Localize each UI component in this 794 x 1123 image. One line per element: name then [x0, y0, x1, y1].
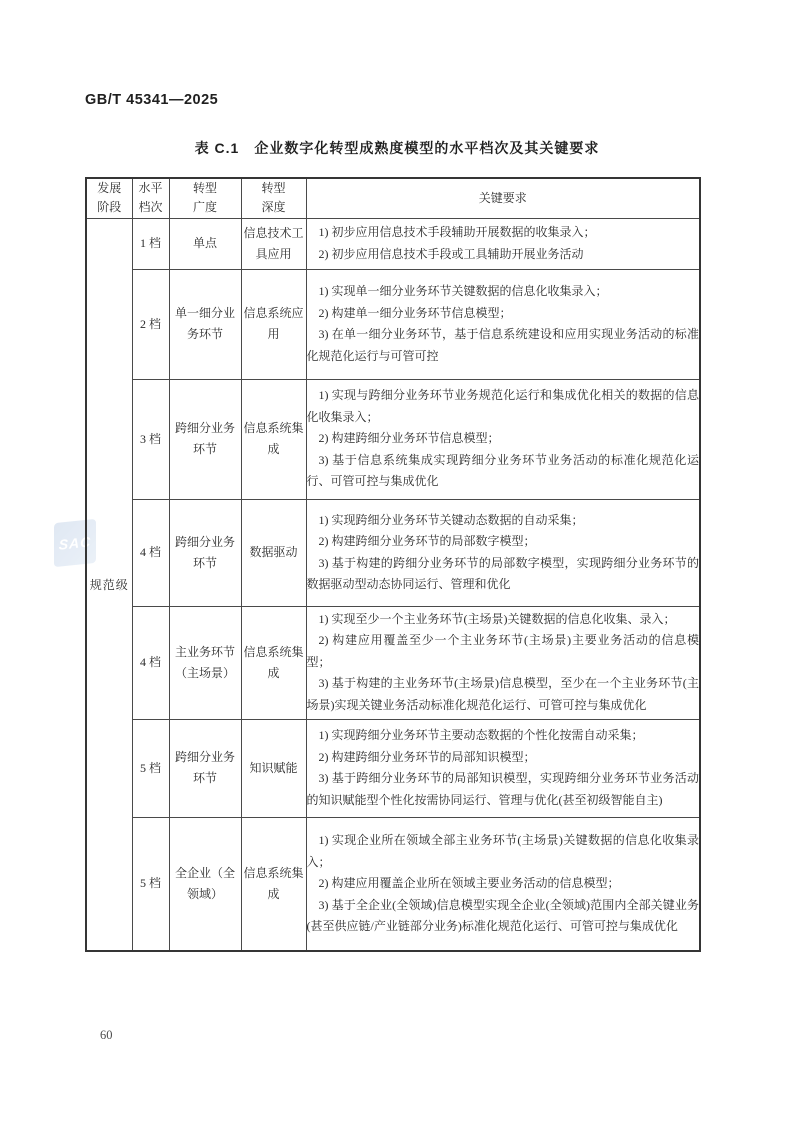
maturity-table [85, 177, 701, 952]
header-dev-stage [86, 178, 132, 218]
requirement-item: 1) 实现单一细分业务环节关键数据的信息化收集录入； [318, 284, 608, 298]
header-breadth-line2: 广度 [192, 200, 217, 215]
breadth-cell: 跨细分业务环节 [169, 719, 241, 817]
breadth-cell: 跨细分业务环节 [169, 499, 241, 606]
depth-cell: 信息技术工具应用 [241, 218, 306, 269]
level-cell: 4 档 [132, 606, 169, 719]
table-row [86, 817, 700, 951]
level-cell: 5 档 [132, 719, 169, 817]
table-header [86, 178, 700, 218]
depth-cell: 信息系统应用 [241, 269, 306, 379]
header-level [132, 178, 169, 218]
header-breadth [169, 178, 241, 218]
requirement-item: 2) 构建跨细分业务环节的局部数字模型； [318, 534, 536, 548]
header-dev-stage-line2: 阶段 [97, 200, 122, 215]
requirement-item: 1) 初步应用信息技术手段辅助开展数据的收集录入； [318, 225, 596, 239]
table-body [86, 218, 700, 951]
requirement-item: 2) 构建跨细分业务环节信息模型； [318, 431, 500, 446]
table-row [86, 719, 700, 817]
header-level-line2: 档次 [138, 200, 163, 215]
requirements-cell [306, 719, 700, 817]
requirements-cell [306, 379, 700, 499]
table-row [86, 269, 700, 379]
requirements-cell [306, 269, 700, 379]
requirement-item: 1) 实现至少一个主业务环节(主场景)关键数据的信息化收集、录入； [318, 611, 676, 626]
level-cell: 5 档 [132, 817, 169, 951]
header-depth-line1: 转型 [261, 181, 286, 196]
stage-cell: 规范级 [86, 218, 132, 951]
requirement-item: 3) 基于构建的跨细分业务环节的局部数字模型，实现跨细分业务环节的数据驱动型动态协同运行、管理和优化 [306, 555, 699, 591]
requirement-item: 2) 构建单一细分业务环节信息模型； [318, 305, 512, 320]
requirements-cell [306, 606, 700, 719]
table-row [86, 218, 700, 269]
header-breadth-line1: 转型 [192, 181, 217, 196]
depth-cell: 知识赋能 [241, 719, 306, 817]
breadth-cell: 单一细分业务环节 [169, 269, 241, 379]
requirement-item: 3) 在单一细分业务环节，基于信息系统建设和应用实现业务活动的标准化规范化运行与可管可控 [306, 327, 699, 363]
sac-watermark-label: SAC [58, 533, 92, 553]
level-cell: 1 档 [132, 218, 169, 269]
requirements-cell [306, 218, 700, 269]
requirement-item: 3) 基于信息系统集成实现跨细分业务环节业务活动的标准化规范化运行、可管可控与集成优化 [306, 452, 699, 489]
requirement-item: 1) 实现跨细分业务环节关键动态数据的自动采集； [318, 512, 584, 527]
level-cell: 3 档 [132, 379, 169, 499]
requirement-item: 2) 构建应用覆盖企业所在领域主要业务活动的信息模型； [318, 876, 620, 890]
requirement-item: 1) 实现跨细分业务环节主要动态数据的个性化按需自动采集； [318, 728, 644, 742]
depth-cell: 信息系统集成 [241, 817, 306, 951]
header-depth [241, 178, 306, 218]
depth-cell: 信息系统集成 [241, 606, 306, 719]
table-row [86, 499, 700, 606]
requirement-item: 3) 基于构建的主业务环节(主场景)信息模型，至少在一个主业务环节(主场景)实现关键业务活动标准化规范化运行、可管可控与集成优化 [306, 676, 699, 712]
header-level-line1: 水平 [138, 181, 163, 196]
breadth-cell: 单点 [169, 218, 241, 269]
breadth-cell: 全企业（全领域） [169, 817, 241, 951]
depth-cell: 数据驱动 [241, 499, 306, 606]
breadth-cell: 主业务环节（主场景） [169, 606, 241, 719]
header-key-requirements: 关键要求 [306, 178, 700, 218]
breadth-cell: 跨细分业务环节 [169, 379, 241, 499]
table-row [86, 606, 700, 719]
level-cell: 4 档 [132, 499, 169, 606]
requirement-item: 1) 实现企业所在领域全部主业务环节(主场景)关键数据的信息化收集录入； [306, 833, 699, 869]
level-cell: 2 档 [132, 269, 169, 379]
standard-number: GB/T 45341—2025 [85, 92, 219, 108]
requirement-item: 2) 构建跨细分业务环节的局部知识模型； [318, 749, 536, 764]
table-header-row [86, 178, 700, 218]
header-depth-line2: 深度 [261, 200, 286, 215]
table-row [86, 379, 700, 499]
requirement-item: 2) 构建应用覆盖至少一个主业务环节(主场景)主要业务活动的信息模型； [306, 633, 699, 669]
requirement-item: 3) 基于全企业(全领域)信息模型实现全企业(全领域)范围内全部关键业务(甚至供应链/产业链部分业务)标准化规范化运行、可管可控与集成优化 [306, 897, 699, 933]
depth-cell: 信息系统集成 [241, 379, 306, 499]
header-dev-stage-line1: 发展 [97, 181, 122, 196]
requirements-cell [306, 817, 700, 951]
requirements-cell [306, 499, 700, 606]
requirement-item: 1) 实现与跨细分业务环节业务规范化运行和集成优化相关的数据的信息化收集录入； [306, 388, 699, 424]
table-title: 表 C.1 企业数字化转型成熟度模型的水平档次及其关键要求 [194, 140, 600, 156]
requirement-item: 2) 初步应用信息技术手段或工具辅助开展业务活动 [318, 246, 584, 261]
requirement-item: 3) 基于跨细分业务环节的局部知识模型，实现跨细分业务环节业务活动的知识赋能型个性化按需协同运行、管理与优化(甚至初级智能自主) [306, 771, 699, 807]
page-number: 60 [100, 1028, 113, 1042]
